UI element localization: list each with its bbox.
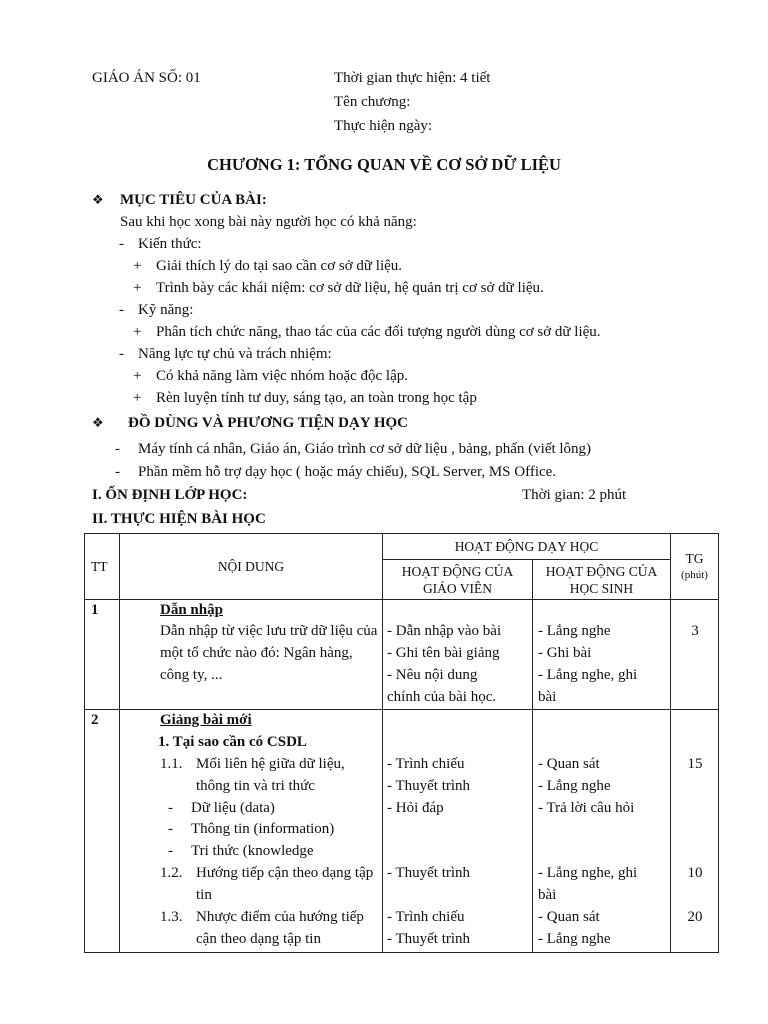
student-line: - Quan sát: [538, 756, 600, 772]
objectives-intro: Sau khi học xong bài này người học có khả năng:: [120, 214, 417, 230]
lesson-duration: Thời gian thực hiện: 4 tiết: [334, 70, 491, 86]
plus-marker: +: [133, 280, 142, 296]
dash-marker: -: [168, 821, 173, 837]
dash-marker: -: [168, 800, 173, 816]
content-line: một tổ chức nào đó: Ngân hàng,: [160, 645, 353, 661]
dash-marker: -: [115, 441, 120, 457]
teacher-line: chính của bài học.: [387, 689, 497, 705]
time-value: 15: [687, 756, 703, 772]
materials-item: Phần mềm hỗ trợ dạy học ( hoặc máy chiếu), SQL Server, MS Office.: [138, 464, 557, 480]
content-line: Nhược điểm của hướng tiếp: [196, 909, 364, 925]
time-cell: [671, 600, 719, 710]
content-line: tin: [196, 887, 212, 903]
teacher-line: - Thuyết trình: [387, 931, 471, 947]
teacher-line: - Thuyết trình: [387, 865, 471, 881]
header-time: [671, 534, 719, 600]
item-number: 1.2.: [160, 865, 183, 881]
table-row: [85, 600, 719, 710]
row-title: Giảng bài mới: [160, 712, 252, 728]
autonomy-item: Có khả năng làm việc nhóm hoặc độc lập.: [156, 368, 409, 384]
student-activity: [533, 710, 671, 953]
plus-marker: +: [133, 390, 142, 406]
table-row: [85, 710, 719, 953]
plus-marker: +: [133, 258, 142, 274]
student-line: - Lắng nghe, ghi: [538, 865, 638, 881]
header-student-line: HỌC SINH: [569, 580, 634, 596]
header-student: [533, 560, 671, 600]
knowledge-item: Trình bày các khái niệm: cơ sở dữ liệu, hệ quản trị cơ sở dữ liệu.: [156, 280, 544, 296]
content-line: cận theo dạng tập tin: [196, 931, 321, 947]
item-number: 1.1.: [160, 756, 183, 772]
header-teacher: [383, 560, 533, 600]
autonomy-label: Năng lực tự chủ và trách nhiệm:: [138, 346, 332, 362]
autonomy-item: Rèn luyện tính tư duy, sáng tạo, an toàn trong học tập: [156, 390, 477, 406]
dash-marker: -: [119, 346, 124, 362]
student-line: - Quan sát: [538, 909, 600, 925]
header-time-unit: (phút): [681, 568, 708, 581]
content-line: Hướng tiếp cận theo dạng tập: [196, 865, 374, 881]
teacher-line: - Trình chiếu: [387, 909, 465, 925]
teacher-line: - Dẫn nhập vào bài: [387, 623, 502, 639]
diamond-bullet-icon: ❖: [92, 415, 104, 430]
section-1-heading: I. ỔN ĐỊNH LỚP HỌC:: [92, 487, 248, 503]
content-line: thông tin và tri thức: [196, 778, 315, 794]
skills-label: Kỹ năng:: [138, 302, 194, 318]
time-value: 10: [687, 865, 703, 881]
lesson-number: GIÁO ÁN SỐ: 01: [92, 70, 201, 86]
plus-marker: +: [133, 368, 142, 384]
content-line: Dẫn nhập từ việc lưu trữ dữ liệu của: [160, 623, 378, 639]
student-line: - Trả lời câu hỏi: [538, 800, 635, 816]
objectives-heading: MỤC TIÊU CỦA BÀI:: [120, 192, 267, 208]
materials-item: Máy tính cá nhân, Giáo án, Giáo trình cơ sở dữ liệu , bảng, phấn (viết lông): [138, 441, 592, 457]
knowledge-label: Kiến thức:: [138, 236, 202, 252]
student-line: - Ghi bài: [538, 645, 592, 661]
page-title: CHƯƠNG 1: TỔNG QUAN VỀ CƠ SỞ DỮ LIỆU: [207, 155, 561, 174]
row-content: [120, 600, 383, 710]
student-line: - Lắng nghe: [538, 778, 611, 794]
student-line: bài: [538, 887, 557, 903]
time-value: 3: [691, 623, 699, 639]
dash-marker: -: [168, 843, 173, 859]
date-label: Thực hiện ngày:: [334, 118, 433, 134]
content-line: Thông tin (information): [191, 821, 335, 837]
header-teaching-activity: HOẠT ĐỘNG DẠY HỌC: [383, 534, 671, 560]
header-teacher-line: HOẠT ĐỘNG CỦA: [401, 563, 514, 579]
diamond-bullet-icon: ❖: [92, 192, 104, 207]
student-line: - Lắng nghe: [538, 623, 611, 639]
row-subtitle: 1. Tại sao cần có CSDL: [158, 734, 307, 750]
teacher-line: - Trình chiếu: [387, 756, 465, 772]
chapter-name-label: Tên chương:: [334, 94, 411, 110]
row-number: [85, 710, 120, 953]
row-number: [85, 600, 120, 710]
item-number: 1.3.: [160, 909, 183, 925]
student-activity: [533, 600, 671, 710]
teacher-line: - Nêu nội dung: [387, 667, 478, 683]
content-line: công ty, ...: [160, 667, 223, 683]
row-title: Dẫn nhập: [160, 602, 223, 618]
section-1-time: Thời gian: 2 phút: [522, 487, 627, 503]
row-content: [120, 710, 383, 953]
row-number-text: 2: [91, 712, 99, 728]
dash-marker: -: [115, 464, 120, 480]
lesson-table: [84, 533, 719, 953]
header-teacher-line: GIÁO VIÊN: [422, 580, 493, 596]
plus-marker: +: [133, 324, 142, 340]
content-line: Dữ liệu (data): [191, 800, 275, 816]
section-2-heading: II. THỰC HIỆN BÀI HỌC: [92, 511, 266, 527]
time-cell: [671, 710, 719, 953]
dash-marker: -: [119, 302, 124, 318]
time-value: 20: [687, 909, 703, 925]
header-tt: TT: [85, 534, 120, 600]
row-number-text: 1: [91, 602, 99, 618]
student-line: bài: [538, 689, 557, 705]
teacher-activity: [383, 600, 533, 710]
content-line: Tri thức (knowledge: [191, 843, 314, 859]
teacher-line: - Hỏi đáp: [387, 800, 444, 816]
teacher-activity: [383, 710, 533, 953]
skills-item: Phân tích chức năng, thao tác của các đối tượng người dùng cơ sở dữ liệu.: [156, 324, 601, 340]
header-content: NỘI DUNG: [120, 534, 383, 600]
content-line: Mối liên hệ giữa dữ liệu,: [196, 756, 345, 772]
student-line: - Lắng nghe, ghi: [538, 667, 638, 683]
student-line: - Lắng nghe: [538, 931, 611, 947]
header-student-line: HOẠT ĐỘNG CỦA: [545, 563, 658, 579]
teacher-line: - Thuyết trình: [387, 778, 471, 794]
dash-marker: -: [119, 236, 124, 252]
knowledge-item: Giải thích lý do tại sao cần cơ sở dữ liệu.: [156, 258, 403, 274]
header-time-label: TG: [685, 550, 704, 566]
materials-heading: ĐỒ DÙNG VÀ PHƯƠNG TIỆN DẠY HỌC: [128, 415, 409, 431]
teacher-line: - Ghi tên bài giảng: [387, 645, 500, 661]
